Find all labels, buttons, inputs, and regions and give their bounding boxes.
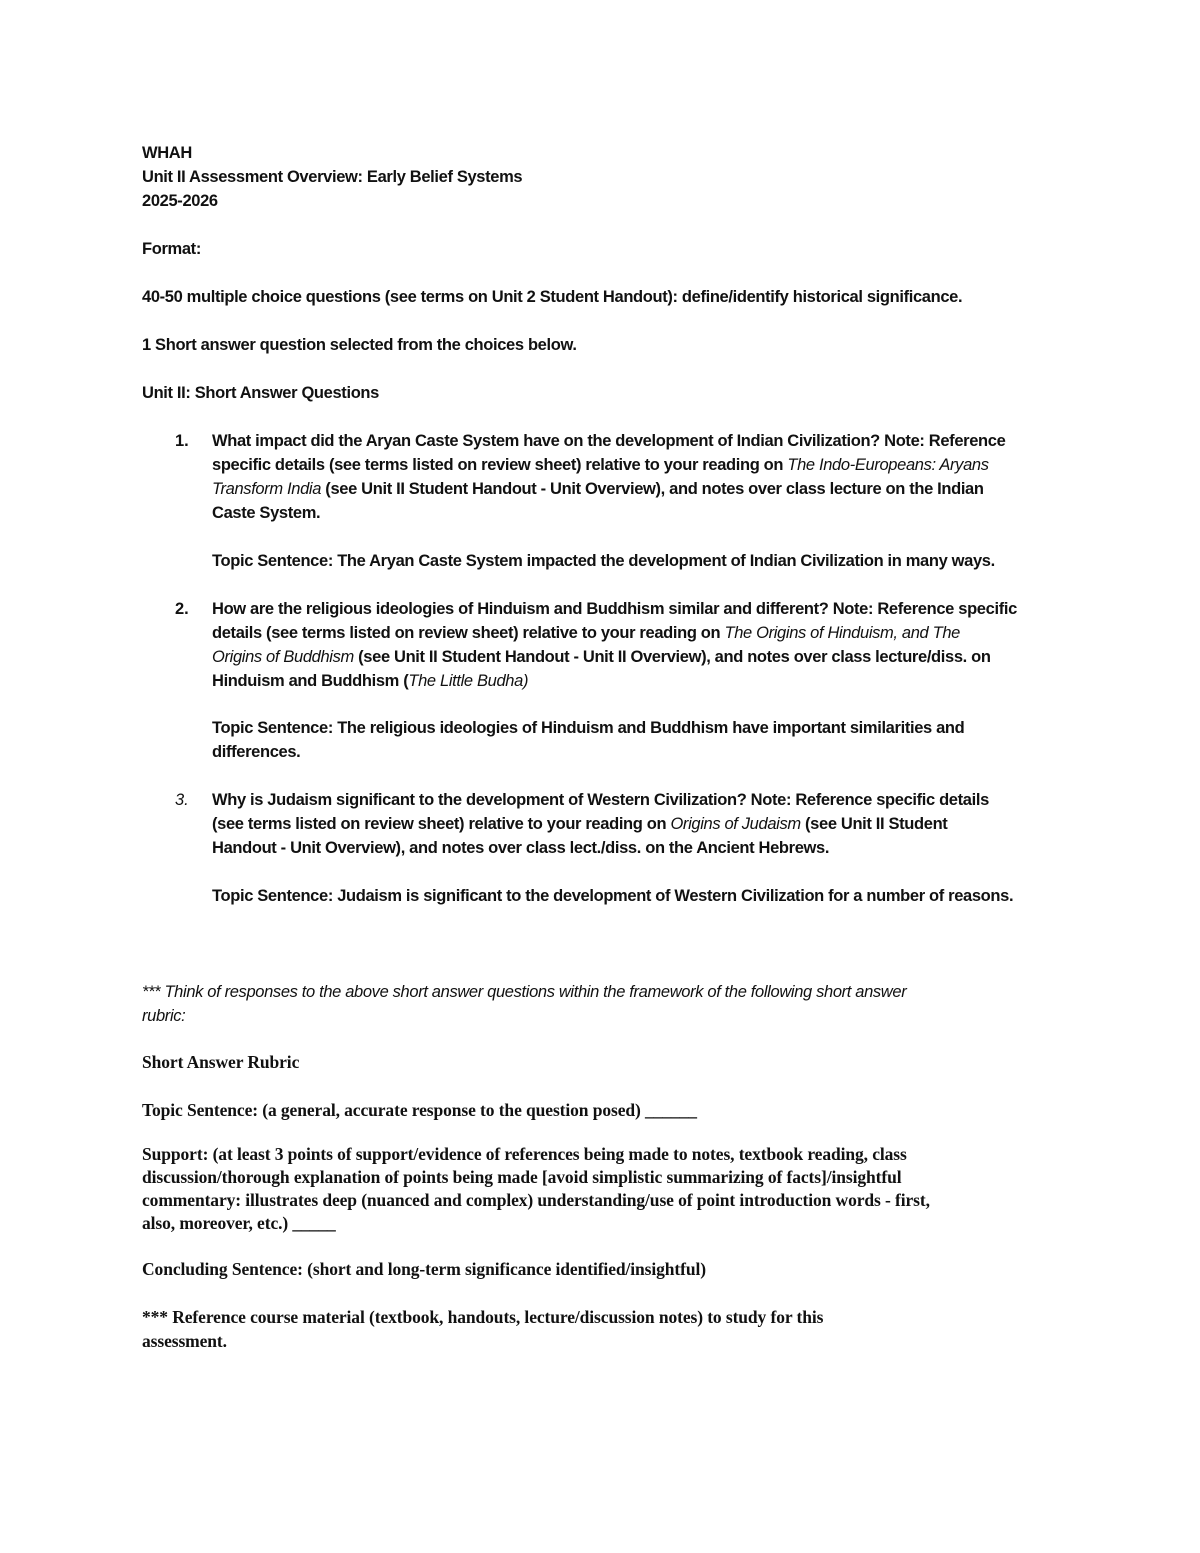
reading-title: The Indo-Europeans: Aryans bbox=[787, 456, 989, 474]
question-text-line: details (see terms listed on review sheet) relative to your reading on The Origins of Hinduism, and The bbox=[212, 624, 960, 642]
question-text-line: Transform India (see Unit II Student Handout - Unit Overview), and notes over class lecture on the Indian bbox=[212, 480, 984, 498]
document-title: Unit II Assessment Overview: Early Belief Systems bbox=[142, 168, 523, 186]
school-year: 2025-2026 bbox=[142, 192, 218, 210]
question-text-line: Caste System. bbox=[212, 504, 321, 522]
question-number: 3. bbox=[175, 791, 189, 809]
reading-title: Origins of Buddhism bbox=[212, 648, 354, 666]
topic-sentence: Topic Sentence: The religious ideologies of Hinduism and Buddhism have important similarities and bbox=[212, 719, 965, 737]
study-reference-note-cont: assessment. bbox=[142, 1331, 227, 1351]
topic-sentence: Topic Sentence: Judaism is significant to the development of Western Civilization for a number of reasons. bbox=[212, 887, 1014, 905]
rubric-support-line: Support: (at least 3 points of support/evidence of references being made to notes, textbook reading, class bbox=[142, 1144, 907, 1164]
question-text-line: How are the religious ideologies of Hinduism and Buddhism similar and different? Note: Reference specific bbox=[212, 600, 1017, 618]
format-heading: Format: bbox=[142, 240, 201, 258]
study-reference-note: *** Reference course material (textbook, handouts, lecture/discussion notes) to study for this bbox=[142, 1307, 824, 1327]
question-text-line: (see terms listed on review sheet) relative to your reading on Origins of Judaism (see Unit II Student bbox=[212, 815, 948, 833]
framework-note: *** Think of responses to the above short answer questions within the framework of the following short answer bbox=[142, 983, 907, 1001]
rubric-heading: Short Answer Rubric bbox=[142, 1052, 300, 1072]
topic-sentence: Topic Sentence: The Aryan Caste System impacted the development of Indian Civilization in many ways. bbox=[212, 552, 995, 570]
question-text-line: Hinduism and Buddhism (The Little Budha) bbox=[212, 672, 529, 690]
reading-title: Transform India bbox=[212, 480, 322, 498]
question-text-line: Why is Judaism significant to the development of Western Civilization? Note: Reference specific details bbox=[212, 791, 989, 809]
format-short-answer: 1 Short answer question selected from the choices below. bbox=[142, 336, 577, 354]
reading-title: The Origins of Hinduism, and The bbox=[724, 624, 960, 642]
short-answer-heading: Unit II: Short Answer Questions bbox=[142, 384, 379, 402]
question-text-line: specific details (see terms listed on review sheet) relative to your reading on The Indo-Europeans: Aryans bbox=[212, 456, 989, 474]
question-number: 1. bbox=[175, 432, 189, 450]
reading-title: Origins of Judaism bbox=[670, 815, 801, 833]
rubric-support-line: commentary: illustrates deep (nuanced and complex) understanding/use of point introduction words - first, bbox=[142, 1190, 930, 1210]
rubric-concluding-sentence: Concluding Sentence: (short and long-term significance identified/insightful) bbox=[142, 1259, 706, 1279]
course-code: WHAH bbox=[142, 144, 192, 162]
film-title: The Little Budha) bbox=[408, 672, 529, 690]
rubric-topic-sentence: Topic Sentence: (a general, accurate response to the question posed) ______ bbox=[142, 1100, 697, 1120]
rubric-support-line: also, moreover, etc.) _____ bbox=[142, 1213, 336, 1233]
question-number: 2. bbox=[175, 600, 189, 618]
framework-note-cont: rubric: bbox=[142, 1007, 186, 1025]
question-text-line: Origins of Buddhism (see Unit II Student Handout - Unit II Overview), and notes over class lecture/diss. on bbox=[212, 648, 991, 666]
topic-sentence-cont: differences. bbox=[212, 743, 301, 761]
format-multiple-choice: 40-50 multiple choice questions (see terms on Unit 2 Student Handout): define/identify historical significance. bbox=[142, 288, 963, 306]
question-text-line: What impact did the Aryan Caste System have on the development of Indian Civilization? Note: Reference bbox=[212, 432, 1006, 450]
rubric-support-line: discussion/thorough explanation of points being made [avoid simplistic summarizing of facts]/insightful bbox=[142, 1167, 902, 1187]
question-text-line: Handout - Unit Overview), and notes over class lect./diss. on the Ancient Hebrews. bbox=[212, 839, 830, 857]
